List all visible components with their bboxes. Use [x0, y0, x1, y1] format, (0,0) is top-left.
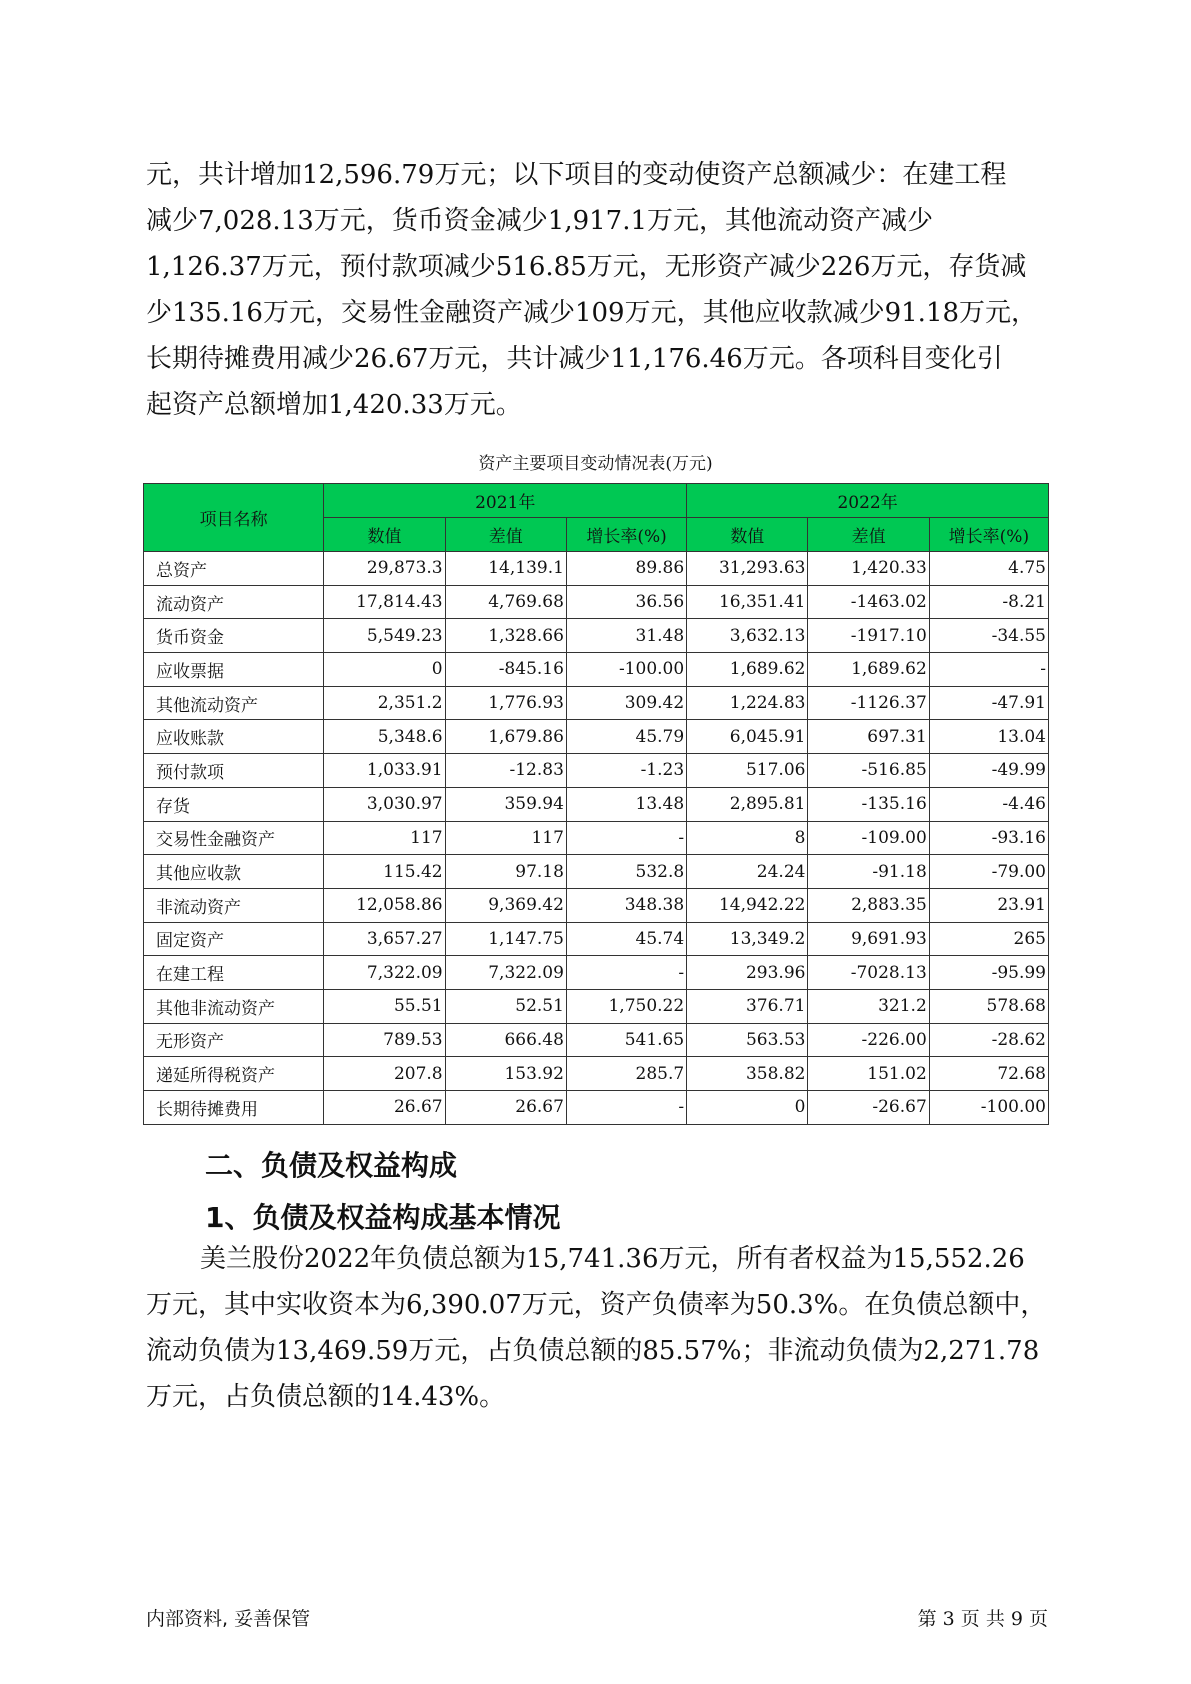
subheader-value: 数值 — [324, 518, 445, 552]
footer-confidential-note: 内部资料, 妥善保管 — [146, 1608, 311, 1630]
table-cell: -12.83 — [445, 754, 566, 788]
table-cell: 13.04 — [929, 720, 1048, 754]
table-cell: - — [929, 653, 1048, 687]
table-row — [144, 787, 1049, 821]
row-item-name: 非流动资产 — [144, 888, 324, 922]
asset-change-table — [143, 483, 1049, 1125]
table-cell: 3,632.13 — [687, 619, 808, 653]
table-cell: -26.67 — [808, 1091, 929, 1125]
table-cell: 13,349.2 — [687, 922, 808, 956]
table-row — [144, 821, 1049, 855]
table-cell: 36.56 — [566, 585, 686, 619]
table-cell: 265 — [929, 922, 1048, 956]
header-item-name: 项目名称 — [144, 484, 324, 552]
table-cell: -34.55 — [929, 619, 1048, 653]
table-cell: - — [566, 821, 686, 855]
table-cell: 4,769.68 — [445, 585, 566, 619]
table-cell: -4.46 — [929, 787, 1048, 821]
table-cell: -109.00 — [808, 821, 929, 855]
table-cell: 89.86 — [566, 552, 686, 586]
table-cell: -516.85 — [808, 754, 929, 788]
table-cell: -1917.10 — [808, 619, 929, 653]
table-cell: 16,351.41 — [687, 585, 808, 619]
table-cell: 153.92 — [445, 1057, 566, 1091]
table-cell: -95.99 — [929, 956, 1048, 990]
table-caption: 资产主要项目变动情况表(万元) — [478, 454, 713, 474]
table-cell: 348.38 — [566, 888, 686, 922]
table-cell: 578.68 — [929, 989, 1048, 1023]
table-cell: 376.71 — [687, 989, 808, 1023]
table-cell: 517.06 — [687, 754, 808, 788]
table-cell: 3,030.97 — [324, 787, 445, 821]
table-cell: 31,293.63 — [687, 552, 808, 586]
subheader-growth-rate: 增长率(%) — [929, 518, 1048, 552]
table-cell: 1,689.62 — [808, 653, 929, 687]
table-cell: 1,328.66 — [445, 619, 566, 653]
table-cell: 9,369.42 — [445, 888, 566, 922]
table-row — [144, 1057, 1049, 1091]
paragraph-line: 万元，其中实收资本为6,390.07万元，资产负债率为50.3%。在负债总额中， — [146, 1290, 1047, 1320]
table-cell: 358.82 — [687, 1057, 808, 1091]
table-cell: -100.00 — [929, 1091, 1048, 1125]
table-cell: 13.48 — [566, 787, 686, 821]
table-cell: 532.8 — [566, 855, 686, 889]
table-cell: 0 — [324, 653, 445, 687]
table-cell: 2,895.81 — [687, 787, 808, 821]
row-item-name: 其他应收款 — [144, 855, 324, 889]
table-cell: 115.42 — [324, 855, 445, 889]
table-cell: 17,814.43 — [324, 585, 445, 619]
table-cell: 541.65 — [566, 1023, 686, 1057]
table-cell: 6,045.91 — [687, 720, 808, 754]
paragraph-line: 万元，占负债总额的14.43%。 — [146, 1382, 506, 1412]
paragraph-line: 元，共计增加12,596.79万元；以下项目的变动使资产总额减少：在建工程 — [146, 160, 1007, 190]
row-item-name: 总资产 — [144, 552, 324, 586]
table-cell: 1,679.86 — [445, 720, 566, 754]
table-row — [144, 956, 1049, 990]
table-row — [144, 653, 1049, 687]
row-item-name: 流动资产 — [144, 585, 324, 619]
table-cell: 52.51 — [445, 989, 566, 1023]
paragraph-line: 减少7,028.13万元，货币资金减少1,917.1万元，其他流动资产减少 — [146, 206, 934, 236]
table-cell: 151.02 — [808, 1057, 929, 1091]
table-cell: 14,139.1 — [445, 552, 566, 586]
table-cell: 12,058.86 — [324, 888, 445, 922]
table-cell: 1,033.91 — [324, 754, 445, 788]
header-year-2021: 2021年 — [324, 484, 687, 518]
table-cell: -7028.13 — [808, 956, 929, 990]
subheader-value: 数值 — [687, 518, 808, 552]
row-item-name: 其他流动资产 — [144, 686, 324, 720]
table-cell: - — [566, 956, 686, 990]
table-row — [144, 619, 1049, 653]
table-cell: -1463.02 — [808, 585, 929, 619]
table-cell: 97.18 — [445, 855, 566, 889]
table-cell: 8 — [687, 821, 808, 855]
liability-paragraph — [146, 1236, 1049, 1420]
table-cell: -28.62 — [929, 1023, 1048, 1057]
table-cell: 321.2 — [808, 989, 929, 1023]
table-header-row — [144, 484, 1049, 518]
table-cell: 29,873.3 — [324, 552, 445, 586]
row-item-name: 其他非流动资产 — [144, 989, 324, 1023]
table-row — [144, 888, 1049, 922]
subsection-heading: 1、负债及权益构成基本情况 — [205, 1201, 561, 1234]
row-item-name: 无形资产 — [144, 1023, 324, 1057]
table-cell: 23.91 — [929, 888, 1048, 922]
table-cell: 1,147.75 — [445, 922, 566, 956]
table-cell: -91.18 — [808, 855, 929, 889]
table-cell: 45.74 — [566, 922, 686, 956]
table-cell: -226.00 — [808, 1023, 929, 1057]
table-cell: 117 — [324, 821, 445, 855]
row-item-name: 递延所得税资产 — [144, 1057, 324, 1091]
table-cell: 14,942.22 — [687, 888, 808, 922]
table-cell: 5,348.6 — [324, 720, 445, 754]
table-cell: -79.00 — [929, 855, 1048, 889]
row-item-name: 货币资金 — [144, 619, 324, 653]
table-cell: -1126.37 — [808, 686, 929, 720]
table-row — [144, 1023, 1049, 1057]
table-cell: 1,750.22 — [566, 989, 686, 1023]
table-cell: -1.23 — [566, 754, 686, 788]
subheader-difference: 差值 — [808, 518, 929, 552]
table-cell: -93.16 — [929, 821, 1048, 855]
table-row — [144, 989, 1049, 1023]
table-cell: 309.42 — [566, 686, 686, 720]
table-cell: 4.75 — [929, 552, 1048, 586]
table-cell: 7,322.09 — [445, 956, 566, 990]
table-cell: 789.53 — [324, 1023, 445, 1057]
paragraph-line: 1,126.37万元，预付款项减少516.85万元，无形资产减少226万元，存货减 — [146, 252, 1027, 282]
table-cell: 1,776.93 — [445, 686, 566, 720]
table-cell: -845.16 — [445, 653, 566, 687]
table-row — [144, 754, 1049, 788]
table-row — [144, 686, 1049, 720]
table-cell: 7,322.09 — [324, 956, 445, 990]
section-heading: 二、负债及权益构成 — [205, 1149, 458, 1182]
table-cell: 563.53 — [687, 1023, 808, 1057]
table-row — [144, 720, 1049, 754]
paragraph-line: 长期待摊费用减少26.67万元，共计减少11,176.46万元。各项科目变化引 — [146, 344, 1003, 374]
table-cell: 1,224.83 — [687, 686, 808, 720]
table-row — [144, 585, 1049, 619]
table-cell: 2,883.35 — [808, 888, 929, 922]
table-cell: 1,689.62 — [687, 653, 808, 687]
row-item-name: 长期待摊费用 — [144, 1091, 324, 1125]
paragraph-line: 少135.16万元，交易性金融资产减少109万元，其他应收款减少91.18万元， — [146, 298, 1038, 328]
paragraph-line: 流动负债为13,469.59万元，占负债总额的85.57%；非流动负债为2,271.78 — [146, 1336, 1040, 1366]
row-item-name: 应收票据 — [144, 653, 324, 687]
footer-page-number: 第 3 页 共 9 页 — [917, 1608, 1048, 1630]
row-item-name: 预付款项 — [144, 754, 324, 788]
table-cell: 697.31 — [808, 720, 929, 754]
table-cell: 5,549.23 — [324, 619, 445, 653]
table-cell: -8.21 — [929, 585, 1048, 619]
row-item-name: 存货 — [144, 787, 324, 821]
table-cell: 72.68 — [929, 1057, 1048, 1091]
table-row — [144, 922, 1049, 956]
row-item-name: 固定资产 — [144, 922, 324, 956]
table-cell: -135.16 — [808, 787, 929, 821]
table-cell: -100.00 — [566, 653, 686, 687]
table-cell: 666.48 — [445, 1023, 566, 1057]
table-cell: 26.67 — [445, 1091, 566, 1125]
subheader-growth-rate: 增长率(%) — [566, 518, 686, 552]
table-cell: 24.24 — [687, 855, 808, 889]
table-cell: 55.51 — [324, 989, 445, 1023]
table-row — [144, 552, 1049, 586]
subheader-difference: 差值 — [445, 518, 566, 552]
table-cell: 207.8 — [324, 1057, 445, 1091]
table-cell: 3,657.27 — [324, 922, 445, 956]
table-body — [144, 552, 1049, 1125]
asset-change-paragraph — [146, 152, 1049, 428]
table-cell: 9,691.93 — [808, 922, 929, 956]
table-cell: 26.67 — [324, 1091, 445, 1125]
paragraph-line: 起资产总额增加1,420.33万元。 — [146, 390, 522, 420]
table-cell: 45.79 — [566, 720, 686, 754]
header-year-2022: 2022年 — [687, 484, 1049, 518]
table-cell: 117 — [445, 821, 566, 855]
row-item-name: 在建工程 — [144, 956, 324, 990]
table-cell: 359.94 — [445, 787, 566, 821]
table-cell: -47.91 — [929, 686, 1048, 720]
table-cell: 285.7 — [566, 1057, 686, 1091]
table-cell: 0 — [687, 1091, 808, 1125]
table-cell: - — [566, 1091, 686, 1125]
table-cell: 31.48 — [566, 619, 686, 653]
table-cell: 1,420.33 — [808, 552, 929, 586]
table-cell: 2,351.2 — [324, 686, 445, 720]
row-item-name: 交易性金融资产 — [144, 821, 324, 855]
row-item-name: 应收账款 — [144, 720, 324, 754]
table-cell: -49.99 — [929, 754, 1048, 788]
table-cell: 293.96 — [687, 956, 808, 990]
table-row — [144, 855, 1049, 889]
table-row — [144, 1091, 1049, 1125]
paragraph-line: 美兰股份2022年负债总额为15,741.36万元，所有者权益为15,552.26 — [200, 1244, 1025, 1274]
